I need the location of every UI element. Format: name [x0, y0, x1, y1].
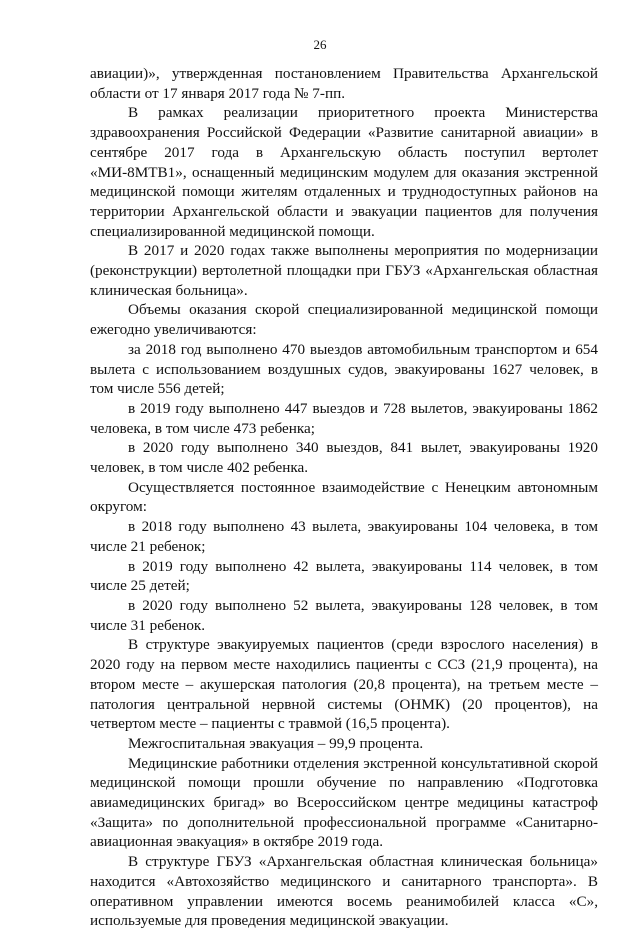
paragraph-patient-structure: В структуре эвакуируемых пациентов (среди взрослого населения) в 2020 году на первом месте находились пациенты с ССЗ (21,9 процента), на втором месте – акушерская патология (20,8 процента), на третьем месте – патология центральной нервной системы (ОНМК) (20 процентов), на четвертом месте – пациенты с травмой (16,5 процента). — [90, 636, 598, 733]
paragraph-nenets-2018: в 2018 году выполнено 43 вылета, эвакуированы 104 человека, в том числе 21 ребенок; — [90, 518, 598, 555]
page-number: 26 — [313, 37, 327, 52]
paragraph-continuation: авиации)», утвержденная постановлением Правительства Архангельской области от 17 января 2017 года № 7-пп. — [90, 65, 598, 102]
paragraph-nenets-2019: в 2019 году выполнено 42 вылета, эвакуированы 114 человек, в том числе 25 детей; — [90, 557, 598, 595]
paragraph-ambulances: В структуре ГБУЗ «Архангельская областная клиническая больница» находится «Автохозяйство медицинского и санитарного транспорта». В оперативном управлении имеются восемь реанимобилей класса «С», используемые для проведения медицинской эвакуации. — [90, 853, 598, 930]
paragraph-2018-volume: за 2018 год выполнено 470 выездов автомобильным транспортом и 654 вылета с использованием воздушных судов, эвакуированы 1627 человек, в том числе 556 детей; — [90, 340, 598, 398]
paragraph-helipad: В 2017 и 2020 годах также выполнены мероприятия по модернизации (реконструкции) вертолетной площадки при ГБУЗ «Архангельская областная клиническая больница». — [90, 242, 598, 299]
paragraph-nenets-2020: в 2020 году выполнено 52 вылета, эвакуированы 128 человек, в том числе 31 ребенок. — [90, 596, 598, 634]
paragraph-helicopter: В рамках реализации приоритетного проекта Министерства здравоохранения Российской Федерации «Развитие санитарной авиации» в сентябре 2017 года в Архангельскую область поступил вертолет «МИ-8МТВ1», оснащенный медицинским модулем для оказания экстренной медицинской помощи жителям отдаленных и труднодоступных районов на территории Архангельской области и эвакуации пациентов для получения специализированной медицинской помощи. — [90, 104, 598, 240]
paragraph-interhospital: Межгоспитальная эвакуация – 99,9 процента. — [128, 734, 424, 752]
paragraph-2020-volume: в 2020 году выполнено 340 выездов, 841 вылет, эвакуированы 1920 человек, в том числе 402 ребенка. — [90, 439, 598, 477]
paragraph-training: Медицинские работники отделения экстренной консультативной скорой медицинской помощи прошли обучение по направлению «Подготовка авиамедицинских бригад» во Всероссийском центре медицины катастроф «Защита» по дополнительной профессиональной программе «Санитарно-авиационная эвакуация» в октябре 2019 года. — [90, 754, 598, 851]
paragraph-2019-volume: в 2019 году выполнено 447 выездов и 728 вылетов, эвакуированы 1862 человека, в том числе 473 ребенка; — [90, 399, 598, 437]
paragraph-nenets-intro: Осуществляется постоянное взаимодействие с Ненецким автономным округом: — [90, 478, 598, 516]
paragraph-volumes-intro: Объемы оказания скорой специализированной медицинской помощи ежегодно увеличиваются: — [90, 301, 598, 339]
document-body — [90, 64, 598, 931]
